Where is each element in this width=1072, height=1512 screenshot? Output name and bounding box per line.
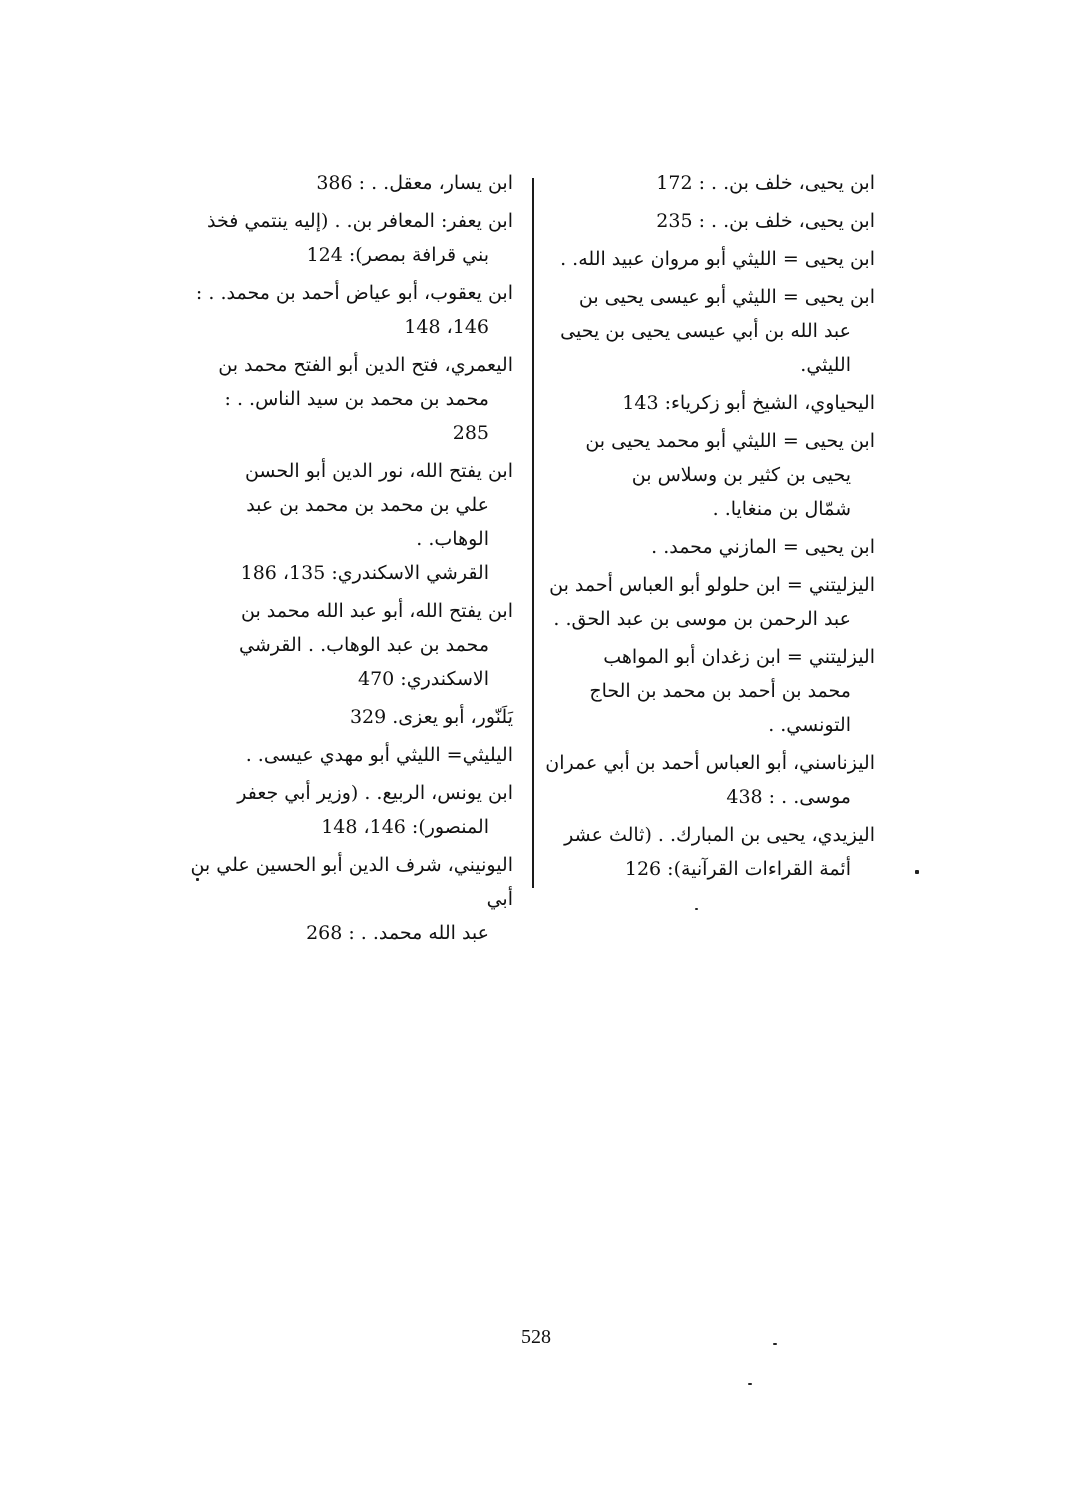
index-entry [545,280,875,382]
entry-heading-line: يَلَنّور، أبو يعزى. 329 [349,706,513,728]
entry-heading-line: ابن يحيى = الليثي أبو مروان عبيد الله. . [560,248,875,270]
entry-continuation-line: محمد بن أحمد بن محمد بن الحاج [589,680,851,702]
entry-continuation-line: عبد الله محمد. . : 268 [306,922,489,944]
entry-heading-line: ابن يحيى = الليثي أبو عيسى يحيى بن [578,286,875,308]
index-entry [545,424,875,526]
scan-speck [773,1343,777,1345]
entry-continuation-line: الليثي. [800,354,851,376]
entry-heading-line: ابن يعقوب، أبو عياض أحمد بن محمد. . : [195,282,513,304]
index-entry [183,454,513,590]
entry-heading-line: ابن يونس، الربيع. . (وزير أبي جعفر [237,782,513,804]
entry-continuation-line: عبد الرحمن بن موسى بن عبد الحق. . [553,608,851,630]
entry-heading-line: ابن يحيى = المازني محمد. . [651,536,875,558]
entry-continuation-line: بني قرافة بمصر): 124 [306,244,489,266]
entry-heading-line: ابن يحيى = الليثي أبو محمد يحيى بن [585,430,875,452]
scan-speck [196,878,199,881]
index-entry [545,746,875,814]
entry-continuation-line: التونسي. . [768,714,851,736]
index-entry [183,276,513,344]
page-number: 528 [521,1326,551,1348]
entry-heading-line: اليونيني، شرف الدين أبو الحسين علي بن أبي [190,854,513,910]
scan-speck [748,1383,752,1385]
entry-heading-line: اليزليتني = ابن زغدان أبو المواهب [603,646,875,668]
entry-heading-line: ابن يفتح الله، أبو عبد الله محمد بن [240,600,513,622]
entry-continuation-line: القرشي الاسكندري: 135، 186 [240,562,489,584]
index-entry [183,348,513,450]
index-column-left [183,166,513,954]
entry-continuation-line: أئمة القراءات القرآنية): 126 [624,858,851,880]
index-entry [545,818,875,886]
entry-continuation-line: المنصور): 146، 148 [321,816,489,838]
index-entry [545,640,875,742]
index-entry [545,386,875,420]
entry-heading-line: ابن يعفر: المعافر بن. . (إليه ينتمي فخذ [207,210,513,232]
index-entry [545,166,875,200]
index-column-right [545,166,875,890]
index-entry [183,848,513,950]
entry-continuation-line: علي بن محمد بن محمد بن عبد الوهاب. . [246,494,489,550]
index-entry [183,738,513,772]
index-entry [183,700,513,734]
entry-heading-line: ابن يحيى، خلف بن. . : 172 [656,172,875,194]
entry-heading-line: ابن يسار، معقل. . : 386 [316,172,513,194]
entry-continuation-line: شمّال بن منغايا. . [712,498,851,520]
entry-continuation-line: 146، 148 [404,316,489,338]
index-entry [545,242,875,276]
entry-continuation-line: محمد بن محمد بن سيد الناس. . : 285 [224,388,489,444]
index-entry [183,204,513,272]
index-entry [183,594,513,696]
entry-heading-line: اليزيدي، يحيى بن المبارك. . (ثالث عشر [564,824,875,846]
index-entry [545,530,875,564]
entry-heading-line: ابن يحيى، خلف بن. . : 235 [656,210,875,232]
entry-continuation-line: الاسكندري: 470 [358,668,489,690]
column-divider [532,178,534,888]
index-entry [545,204,875,238]
entry-continuation-line: موسى. . : 438 [726,786,851,808]
entry-heading-line: اليزليتني = ابن حلولو أبو العباس أحمد بن [549,574,875,596]
entry-heading-line: اليحياوي، الشيخ أبو زكرياء: 143 [622,392,875,414]
entry-heading-line: اليزناسني، أبو العباس أحمد بن أبي عمران [545,752,875,774]
index-entry [183,166,513,200]
index-entry [545,568,875,636]
scan-speck [695,908,698,910]
entry-continuation-line: محمد بن عبد الوهاب. . القرشي [239,634,489,656]
entry-heading-line: اليعمري، فتح الدين أبو الفتح محمد بن [218,354,513,376]
entry-continuation-line: يحيى بن كثير بن وسلاس بن [631,464,851,486]
index-entry [183,776,513,844]
entry-heading-line: ابن يفتح الله، نور الدين أبو الحسن [244,460,513,482]
entry-continuation-line: عبد الله بن أبي عيسى يحيى بن يحيى [560,320,851,342]
entry-heading-line: اليليثي= الليثي أبو مهدي عيسى. . [245,744,513,766]
scan-speck [915,870,919,874]
